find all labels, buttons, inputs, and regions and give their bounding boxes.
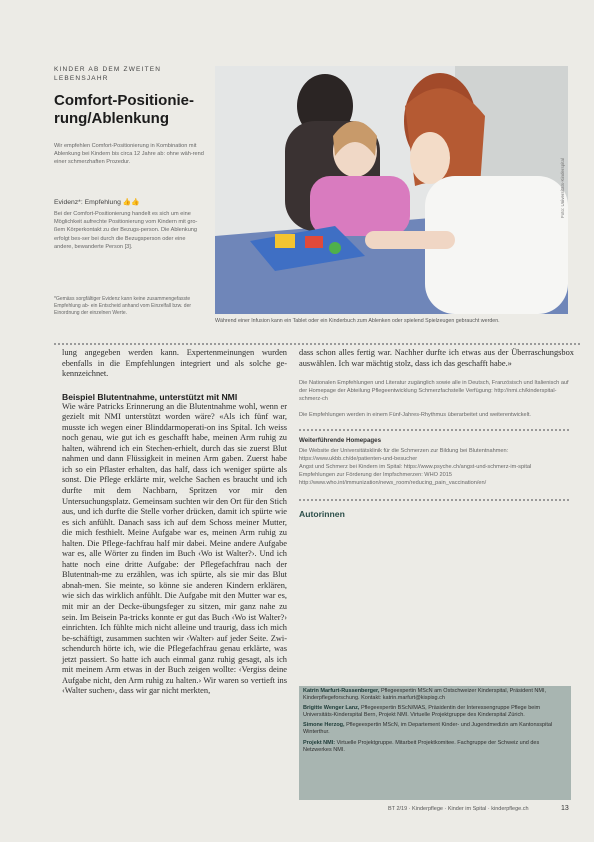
box-evidence: Evidenz*: Empfehlung 👍👍 (54, 199, 140, 206)
photo-caption: Während einer Infusion kann ein Tablet oder ein Kinderbuch zum Ablenken oder spielend Spielzeugen gebraucht werden. (215, 318, 500, 324)
note-availability: Die Nationalen Empfehlungen und Literatur zugänglich sowie alle in Deutsch, Französisch und Italienisch auf der Homepage der Abteilung Pflegeentwicklung Schmerzfachstelle Verfügung: http://nmi.ch/kinderspital-schmerz-ch (299, 380, 569, 403)
more-link-2[interactable]: Angst und Schmerz bei Kindern im Spital: https://www.psyche.ch/angst-und-schmerz-im-spital (299, 464, 532, 471)
author-name: Simone Herzog, (303, 722, 345, 729)
author-name: Katrin Marfurt-Russenberger, (303, 688, 380, 694)
section-heading: Beispiel Blutentnahme, unterstützt mit NMI (62, 391, 238, 402)
authors-box (299, 686, 571, 800)
box-footnote: *Gemäss sorgfältiger Evidenz kann keine zusammengefasste Empfehlung ab- ein Entscheid anhand vom Einzelfall bzw. der Einordnung der einzelnen Werte. (54, 296, 192, 316)
author-entry (299, 686, 571, 703)
footer-text: BT 2/19 · Kinderpflege · Kinder im Spital · kinderpflege.ch (388, 806, 529, 812)
box-body: Bei der Comfort-Positionierung handelt es sich um eine Möglichkeit aufrechte Positionierung vom Kindern mit gro-ßem Körperkontakt zu der Bezugs-person. Die Ablenkung erfolgt bes-ser bei durch die Bezugsperson oder eine andere, bewanderte Person [3]. (54, 211, 198, 250)
section-divider (54, 343, 580, 347)
more-link-3[interactable]: Empfehlungen zur Förderung der Impfschmerzen: WHO 2015 http://www.who.int/immunization/news_room/reducing_pain_vaccination/en/ (299, 472, 487, 487)
author-text: Pflegeexpertin MScN am Ostschweizer Kinderspital, Präsident NMI, Kinderpflegeforschung. Kontakt: katrin.marfurt@kispisg.ch (303, 688, 546, 702)
author-name: Projekt NMI: (303, 739, 336, 746)
right-column (299, 348, 574, 519)
example-paragraph: Wie wäre Patricks Erinnerung an die Blutentnahme wohl, wenn er gezielt mit NMI unterstützt worden wäre? «Als ich fünf war, musste ich wegen einer Blinddarmoperati-on ins Spital. Ich weiss noch genau, wie gut ich es geschafft habe, meinen Arm ruhig zu halten, während ich ein Stechen-erhielt, durch das sie zuerst Blut nahmen und dann Flüssigkeit in meinen Arm gaben. Zuerst habe ich so ein Pflaster erhalten, das half, dass ich weniger spürte als sonst. Die Pflege erklärte mir, welche Sachen es braucht und ich durfte mit dem Nachbarn, Spritzen vor mir den Untersuchungsplatz. Gemeinsam suchten wir den Ort für den Stich aus, und ich durfte die Stelle vorher drücken, damit ich spürte wie es sich anfühlt. Danach sass ich auf dem Schoss meiner Mutter, die mich festhielt. Meine Aufgabe war es, meinen Arm ruhig zu halten. Die Pflege-fachfrau half mir dabei. Meine andere Aufgabe war es, alle Wörter zu finden im Buch ‹Wo ist Walter?›. Und ich hatte noch eine dritte Aufgabe: der Pflegefachfrau nach der Blutentnah-me zu erzählen, was ich spürte, als sie mir das Blut abnah-men. Sie meinte, so könne sie anderen Kindern erklären, wie sich das wirklich anfühlt. Die Aufgabe mit den Mutter war es, mit mir an der Decke-übungsfeger zu sitzen, mir ganz nahe zu sein. Im Beisein Pa-tricks konnte er gut das Buch ‹Wo ist Walter?› einrichten. Ich fühlte mich nicht alleine und traurig, dass ich mich be-schäftigt, zusammen suchten wir ‹Walter› auf jeder Seite. Zwi-schendurch hörte ich, wie die Pflegefachfrau genau erklärte, was jetzt passiert. So hatte ich auch einmal ganz ruhig gesagt, als ich mit meinem Arm etwas in der Buch zeigen wollte: ‹Vergiss deine Aufgabe nicht, den Arm ruhig zu halten.› Wir waren so vertieft ins ‹Walter suchen›, dass wir gar nicht merkten, (62, 401, 287, 696)
page-footer (388, 806, 588, 812)
author-name: Brigitte Wenger Lanz, (303, 705, 360, 712)
box-intro: Wir empfehlen Comfort-Positionierung in Kombination mit Ablenkung bei Kindern bis circa 12 Jahre ab: ohne wäh-rend einer schmerzhaften Prozedur. (54, 143, 204, 166)
more-heading: Weiterführende Homepages (299, 437, 382, 445)
photo-credit: Foto: Universitäts-Kinderspital (560, 157, 565, 218)
continuation-paragraph: dass schon alles fertig war. Nachher durfte ich etwas aus der Überraschungsbox auswählen. Ich war mächtig stolz, dass ich das geschafft habe.» (299, 348, 574, 368)
intro-paragraph: lung angegeben werden kann. Expertenmeinungen wurden ebenfalls in die Empfehlungen integriert und als solche ge-kennzeichnet. (62, 348, 287, 379)
left-column (62, 348, 287, 697)
more-link-1[interactable]: Die Website der Universitätsklinik für die Schmerzen zur Bildung bei Blutentnahmen: https://www.ukbb.ch/de/patienten-und-besucher (299, 448, 509, 463)
author-entry (299, 738, 571, 755)
note-revision: Die Empfehlungen werden in einem Fünf-Jahres-Rhythmus überarbeitet und weiterentwickelt. (299, 412, 531, 419)
author-text: Pflegeexpertin BScN/MAS, Präsidentin der Interessengruppe Pflege beim Universitäts-Kinderspital Bern, Projekt NMI. Virtuelle Projektgruppe des Kinderspital Zürich. (303, 705, 541, 719)
authors-heading: Autorinnen (299, 509, 345, 520)
page-number: 13 (561, 805, 569, 812)
author-text: Virtuelle Projektgruppe. Mitarbeit Projektkomitee. Fachgruppe der Schweiz und des Netzwerkes NMI. (303, 739, 540, 753)
box-kicker: KINDER AB DEM ZWEITEN LEBENSJAHR (54, 66, 162, 82)
photo-child-positioning (215, 66, 568, 314)
box-title: Comfort-Positionie-rung/Ablenkung (54, 92, 194, 127)
author-entry (299, 703, 571, 720)
author-text: Pflegeexpertin MScN, im Departement Kinder- und Jugendmedizin am Kantonsspital Winterthur. (303, 722, 553, 736)
author-entry (299, 720, 571, 737)
